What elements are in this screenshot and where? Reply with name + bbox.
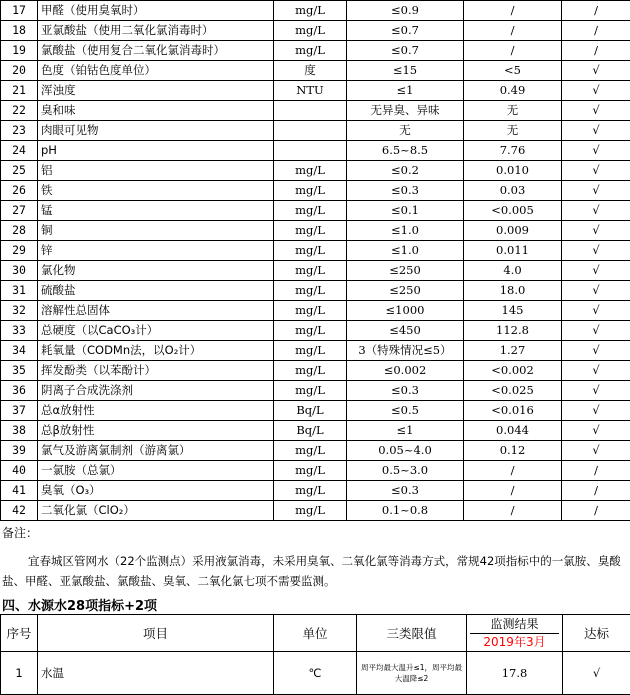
cell-unit: mg/L — [274, 41, 347, 61]
cell-no: 38 — [1, 421, 38, 441]
cell-result: 4.0 — [464, 261, 562, 281]
cell-no: 31 — [1, 281, 38, 301]
cell-no: 37 — [1, 401, 38, 421]
cell-limit: ≤0.3 — [347, 181, 464, 201]
cell-item: 甲醛（使用臭氧时） — [38, 1, 274, 21]
cell-unit: mg/L — [274, 201, 347, 221]
cell-result: 1.27 — [464, 341, 562, 361]
cell-limit: 0.05~4.0 — [347, 441, 464, 461]
cell-pass: √ — [562, 361, 630, 381]
cell-no: 27 — [1, 201, 38, 221]
cell-pass: √ — [562, 221, 630, 241]
cell-result: <5 — [464, 61, 562, 81]
cell-unit: mg/L — [274, 321, 347, 341]
cell-no: 36 — [1, 381, 38, 401]
cell-item: 二氧化氯（ClO₂） — [38, 501, 274, 521]
cell-limit: 无 — [347, 121, 464, 141]
cell-item: 臭氧（O₃） — [38, 481, 274, 501]
cell-limit: ≤1 — [347, 81, 464, 101]
cell-pass: / — [562, 41, 630, 61]
table-row — [1, 121, 630, 141]
cell-result: <0.016 — [464, 401, 562, 421]
cell-unit: mg/L — [274, 381, 347, 401]
table-header-row — [1, 615, 630, 652]
cell-unit: mg/L — [274, 241, 347, 261]
cell-limit: ≤1.0 — [347, 241, 464, 261]
cell-limit: ≤0.5 — [347, 401, 464, 421]
header-limit: 三类限值 — [357, 615, 467, 652]
cell-item: 总α放射性 — [38, 401, 274, 421]
cell-limit: ≤0.7 — [347, 21, 464, 41]
cell-unit — [274, 101, 347, 121]
cell-result: 无 — [464, 121, 562, 141]
cell-result: 0.011 — [464, 241, 562, 261]
cell-item: 一氯胺（总氯） — [38, 461, 274, 481]
cell-result: 17.8 — [467, 652, 563, 695]
cell-unit: Bq/L — [274, 401, 347, 421]
cell-unit: mg/L — [274, 441, 347, 461]
cell-pass: √ — [562, 81, 630, 101]
table-row — [1, 1, 630, 21]
cell-no: 24 — [1, 141, 38, 161]
table-row — [1, 401, 630, 421]
cell-unit — [274, 141, 347, 161]
cell-unit: Bq/L — [274, 421, 347, 441]
table-row — [1, 161, 630, 181]
header-pass: 达标 — [563, 615, 630, 652]
cell-pass: √ — [562, 61, 630, 81]
cell-no: 21 — [1, 81, 38, 101]
cell-result: / — [464, 21, 562, 41]
cell-pass: √ — [562, 181, 630, 201]
table-row — [1, 241, 630, 261]
cell-result: 0.03 — [464, 181, 562, 201]
table-row — [1, 652, 630, 695]
table-row — [1, 421, 630, 441]
header-result-date: 2019年3月 — [470, 634, 559, 651]
cell-item: 耗氧量（CODMn法，以O₂计） — [38, 341, 274, 361]
cell-no: 35 — [1, 361, 38, 381]
header-result — [467, 615, 563, 652]
cell-result: 0.49 — [464, 81, 562, 101]
cell-unit — [274, 121, 347, 141]
cell-item: 铁 — [38, 181, 274, 201]
cell-pass: / — [562, 21, 630, 41]
table-row — [1, 221, 630, 241]
cell-pass: √ — [562, 121, 630, 141]
cell-no: 32 — [1, 301, 38, 321]
cell-no: 34 — [1, 341, 38, 361]
cell-unit: mg/L — [274, 181, 347, 201]
cell-limit: ≤0.1 — [347, 201, 464, 221]
cell-pass: √ — [562, 381, 630, 401]
cell-item: 氯酸盐（使用复合二氧化氯消毒时） — [38, 41, 274, 61]
notes-body: 宜春城区管网水（22个监测点）采用液氯消毒，未采用臭氧、二氧化氯等消毒方式，常规42项指标中的一氯胺、臭酸盐、甲醛、亚氯酸盐、氯酸盐、臭氧、二氧化氯七项不需要监测。 — [2, 551, 627, 591]
table-row — [1, 281, 630, 301]
cell-item: 硫酸盐 — [38, 281, 274, 301]
cell-unit: 度 — [274, 61, 347, 81]
cell-pass: √ — [563, 652, 630, 695]
cell-item: 水温 — [38, 652, 274, 695]
cell-no: 26 — [1, 181, 38, 201]
cell-limit: ≤0.2 — [347, 161, 464, 181]
cell-limit: 无异臭、异味 — [347, 101, 464, 121]
cell-unit: mg/L — [274, 481, 347, 501]
cell-pass: √ — [562, 401, 630, 421]
cell-result: / — [464, 481, 562, 501]
cell-item: 氯化物 — [38, 261, 274, 281]
cell-result: 0.12 — [464, 441, 562, 461]
cell-result: <0.005 — [464, 201, 562, 221]
cell-limit: ≤0.3 — [347, 381, 464, 401]
cell-item: 溶解性总固体 — [38, 301, 274, 321]
cell-unit: ℃ — [274, 652, 357, 695]
cell-no: 1 — [1, 652, 38, 695]
cell-limit: ≤0.002 — [347, 361, 464, 381]
cell-pass: / — [562, 1, 630, 21]
cell-pass: √ — [562, 341, 630, 361]
table-row — [1, 361, 630, 381]
cell-no: 22 — [1, 101, 38, 121]
cell-limit-text: 周平均最大温升≤1，周平均最大温降≤2 — [360, 662, 463, 684]
cell-result: 7.76 — [464, 141, 562, 161]
cell-item: 锌 — [38, 241, 274, 261]
cell-limit: ≤0.9 — [347, 1, 464, 21]
cell-pass: √ — [562, 421, 630, 441]
cell-no: 18 — [1, 21, 38, 41]
cell-limit: ≤450 — [347, 321, 464, 341]
cell-item: 铜 — [38, 221, 274, 241]
cell-no: 39 — [1, 441, 38, 461]
cell-item: 臭和味 — [38, 101, 274, 121]
cell-result: 0.010 — [464, 161, 562, 181]
cell-item: pH — [38, 141, 274, 161]
cell-unit: mg/L — [274, 1, 347, 21]
cell-item: 色度（铂钴色度单位） — [38, 61, 274, 81]
cell-limit: 3（特殊情况≤5） — [347, 341, 464, 361]
cell-unit: mg/L — [274, 21, 347, 41]
table-row — [1, 441, 630, 461]
table-row — [1, 381, 630, 401]
table-row — [1, 321, 630, 341]
table-row — [1, 101, 630, 121]
cell-no: 28 — [1, 221, 38, 241]
cell-no: 19 — [1, 41, 38, 61]
table-row — [1, 181, 630, 201]
cell-result: 0.044 — [464, 421, 562, 441]
cell-result: / — [464, 461, 562, 481]
cell-item: 肉眼可见物 — [38, 121, 274, 141]
cell-item: 氯气及游离氯制剂（游离氯） — [38, 441, 274, 461]
table-row — [1, 141, 630, 161]
cell-no: 42 — [1, 501, 38, 521]
table-row — [1, 61, 630, 81]
cell-pass: √ — [562, 301, 630, 321]
cell-item: 浑浊度 — [38, 81, 274, 101]
table-row — [1, 201, 630, 221]
cell-no: 23 — [1, 121, 38, 141]
cell-unit: mg/L — [274, 161, 347, 181]
cell-limit: ≤1 — [347, 421, 464, 441]
cell-no: 29 — [1, 241, 38, 261]
cell-result: 145 — [464, 301, 562, 321]
cell-no: 25 — [1, 161, 38, 181]
header-no: 序号 — [1, 615, 38, 652]
cell-limit: ≤0.3 — [347, 481, 464, 501]
cell-pass: / — [562, 501, 630, 521]
table-row — [1, 81, 630, 101]
cell-pass: √ — [562, 101, 630, 121]
cell-limit: ≤1.0 — [347, 221, 464, 241]
cell-unit: mg/L — [274, 281, 347, 301]
table-row — [1, 261, 630, 281]
table-row — [1, 461, 630, 481]
cell-unit: mg/L — [274, 261, 347, 281]
cell-unit: NTU — [274, 81, 347, 101]
cell-limit: 0.5~3.0 — [347, 461, 464, 481]
cell-limit: ≤0.7 — [347, 41, 464, 61]
table-row — [1, 21, 630, 41]
table-row — [1, 41, 630, 61]
cell-result: <0.025 — [464, 381, 562, 401]
cell-pass: √ — [562, 161, 630, 181]
cell-result: 无 — [464, 101, 562, 121]
header-item: 项目 — [38, 615, 274, 652]
cell-result: / — [464, 41, 562, 61]
cell-item: 阴离子合成洗涤剂 — [38, 381, 274, 401]
header-result-title: 监测结果 — [470, 616, 559, 634]
cell-limit: ≤1000 — [347, 301, 464, 321]
cell-limit: 0.1~0.8 — [347, 501, 464, 521]
cell-no: 41 — [1, 481, 38, 501]
cell-pass: √ — [562, 281, 630, 301]
cell-item: 总β放射性 — [38, 421, 274, 441]
cell-item: 锰 — [38, 201, 274, 221]
cell-unit: mg/L — [274, 501, 347, 521]
section-title: 四、水源水28项指标+2项 — [2, 595, 157, 614]
cell-pass: √ — [562, 141, 630, 161]
table-row — [1, 301, 630, 321]
cell-no: 20 — [1, 61, 38, 81]
cell-limit — [357, 652, 467, 695]
cell-result: / — [464, 1, 562, 21]
cell-unit: mg/L — [274, 301, 347, 321]
cell-pass: / — [562, 481, 630, 501]
cell-no: 30 — [1, 261, 38, 281]
cell-limit: ≤15 — [347, 61, 464, 81]
cell-limit: 6.5~8.5 — [347, 141, 464, 161]
cell-pass: √ — [562, 241, 630, 261]
table-row — [1, 341, 630, 361]
cell-no: 17 — [1, 1, 38, 21]
cell-pass: √ — [562, 261, 630, 281]
cell-item: 挥发酚类（以苯酚计） — [38, 361, 274, 381]
cell-item: 铝 — [38, 161, 274, 181]
cell-unit: mg/L — [274, 221, 347, 241]
cell-unit: mg/L — [274, 361, 347, 381]
cell-no: 40 — [1, 461, 38, 481]
table-row — [1, 481, 630, 501]
source-water-table — [0, 614, 630, 695]
header-unit: 单位 — [274, 615, 357, 652]
cell-result: 112.8 — [464, 321, 562, 341]
table-row — [1, 501, 630, 521]
cell-pass: √ — [562, 201, 630, 221]
cell-result: <0.002 — [464, 361, 562, 381]
cell-item: 亚氯酸盐（使用二氧化氯消毒时） — [38, 21, 274, 41]
notes-label: 备注： — [2, 524, 38, 541]
cell-item: 总硬度（以CaCO₃计） — [38, 321, 274, 341]
cell-no: 33 — [1, 321, 38, 341]
cell-pass: √ — [562, 441, 630, 461]
cell-pass: √ — [562, 321, 630, 341]
cell-unit: mg/L — [274, 461, 347, 481]
cell-limit: ≤250 — [347, 261, 464, 281]
cell-unit: mg/L — [274, 341, 347, 361]
cell-result: / — [464, 501, 562, 521]
cell-result: 18.0 — [464, 281, 562, 301]
cell-pass: / — [562, 461, 630, 481]
cell-limit: ≤250 — [347, 281, 464, 301]
cell-result: 0.009 — [464, 221, 562, 241]
